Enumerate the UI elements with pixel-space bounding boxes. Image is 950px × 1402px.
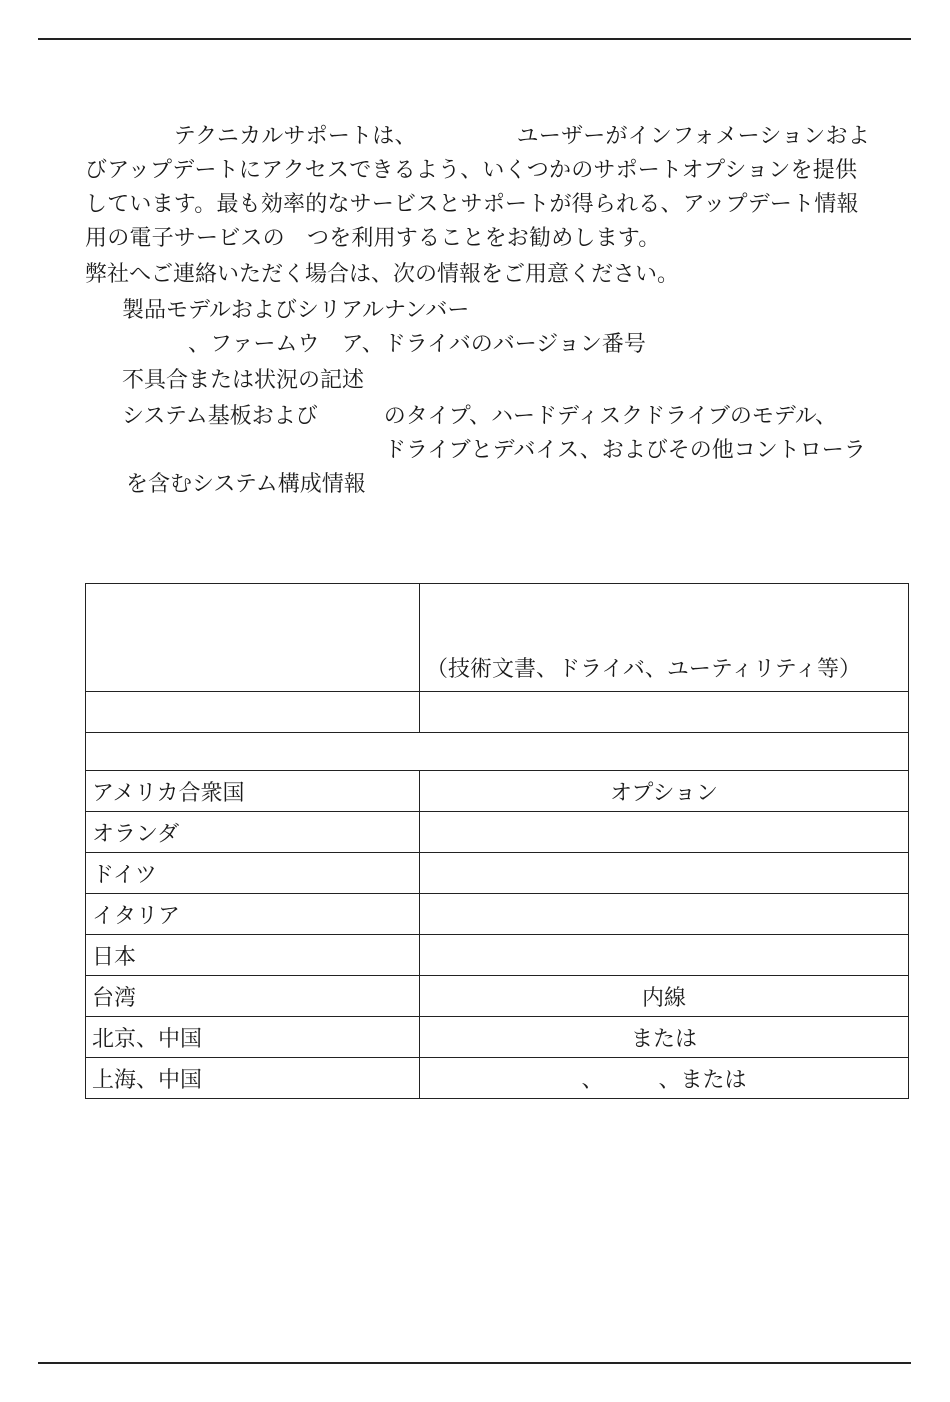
table-row	[86, 692, 909, 733]
country-cell: 北京、中国	[86, 1017, 420, 1058]
blank-cell	[420, 692, 909, 733]
table-row	[86, 935, 909, 976]
header-right-cell: （技術文書、ドライバ、ユーティリティ等）	[420, 584, 909, 692]
info-cell: または	[420, 1017, 909, 1058]
table-row	[86, 771, 909, 812]
table-row	[86, 1017, 909, 1058]
table-section-row	[86, 733, 909, 771]
bottom-rule	[38, 1362, 911, 1364]
info-cell: 、 、または	[420, 1058, 909, 1099]
table-row	[86, 853, 909, 894]
support-contact-table	[85, 583, 909, 1099]
info-cell	[420, 935, 909, 976]
intro-line: テクニカルサポートは、 ユーザーがインフォメーションおよ	[85, 124, 870, 149]
country-cell: 台湾	[86, 976, 420, 1017]
info-item-system-config: を含むシステム構成情報	[126, 472, 366, 497]
info-cell	[420, 894, 909, 935]
blank-cell	[86, 692, 420, 733]
country-cell: ドイツ	[86, 853, 420, 894]
info-item-versions: 、ファームウ ア、ドライバのバージョン番号	[122, 332, 646, 357]
intro-line: しています。最も効率的なサービスとサポートが得られる、アップデート情報	[85, 192, 859, 217]
table-header-row	[86, 584, 909, 692]
info-item-drives-devices: ドライブとデバイス、およびその他コントローラ	[384, 438, 866, 463]
country-cell: アメリカ合衆国	[86, 771, 420, 812]
country-cell: イタリア	[86, 894, 420, 935]
info-cell	[420, 812, 909, 853]
table-row	[86, 976, 909, 1017]
country-cell: 日本	[86, 935, 420, 976]
top-rule	[38, 38, 911, 40]
intro-paragraph	[85, 120, 915, 256]
table-row	[86, 894, 909, 935]
info-cell	[420, 853, 909, 894]
contact-lead-text: 弊社へご連絡いただく場合は、次の情報をご用意ください。	[85, 262, 680, 287]
info-item-model-serial: 製品モデルおよびシリアルナンバー	[122, 298, 470, 323]
country-cell: オランダ	[86, 812, 420, 853]
header-left-cell	[86, 584, 420, 692]
info-cell: オプション	[420, 771, 909, 812]
info-cell: 内線	[420, 976, 909, 1017]
required-info-list	[122, 294, 912, 502]
section-cell	[86, 733, 909, 771]
intro-line: びアップデートにアクセスできるよう、いくつかのサポートオプションを提供	[85, 158, 858, 183]
info-item-system-board: システム基板および のタイプ、ハードディスクドライブのモデル、	[122, 404, 838, 429]
info-item-problem-description: 不具合または状況の記述	[122, 368, 365, 393]
intro-line: 用の電子サービスの つを利用することをお勧めします。	[85, 226, 661, 251]
country-cell: 上海、中国	[86, 1058, 420, 1099]
table-row	[86, 1058, 909, 1099]
table-row	[86, 812, 909, 853]
